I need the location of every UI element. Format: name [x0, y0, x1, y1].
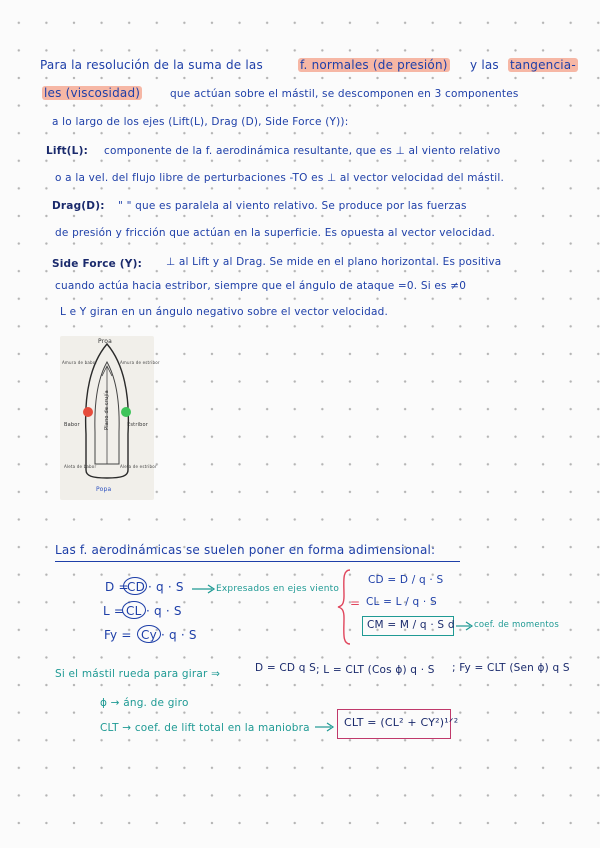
- label-aleta-estribor: Aleta de estribor: [120, 464, 157, 469]
- drag-definition-2: de presión y fricción que actúan en la superficie. Es opuesta al vector velocidad.: [55, 227, 496, 239]
- heading-underline: [55, 561, 460, 562]
- eq-side-rhs: · q · S: [161, 628, 197, 642]
- side-coef-circle: [137, 625, 161, 643]
- lift-definition-1: componente de la f. aerodinámica resultante, que es ⊥ al viento relativo: [104, 145, 501, 157]
- clt-formula: CLT = (CL² + CY²)¹ᐟ²: [344, 716, 459, 729]
- phi-definition: ϕ → áng. de giro: [100, 697, 189, 709]
- label-popa: Popa: [96, 486, 112, 493]
- arrow-right-icon: [456, 621, 474, 631]
- wind-axes-note: Expresados en ejes viento: [216, 584, 340, 594]
- label-babor: Babor: [64, 422, 80, 428]
- eq-drag-lhs: D =: [105, 580, 129, 594]
- cm-definition: CM = M / q · S d: [367, 619, 455, 631]
- cd-definition: CD = D / q · S: [368, 574, 444, 586]
- side-force-term: Side Force (Y):: [52, 258, 142, 270]
- eq-drag-rhs: · q · S: [148, 580, 184, 594]
- boat-diagram-photo: [60, 336, 160, 500]
- cl-definition: CL = L / q · S: [366, 596, 437, 608]
- side-force-definition-1: ⊥ al Lift y al Drag. Se mide en el plano horizontal. Es positiva: [166, 256, 502, 268]
- highlight-viscosity: les (viscosidad): [44, 86, 141, 100]
- eq-lift-coef: CL: [126, 604, 142, 618]
- highlight-normal-forces: f. normales (de presión): [300, 58, 448, 72]
- equals-sign: =: [350, 596, 361, 610]
- rotation-eq-lift: ; L = CLT (Cos ϕ) q · S: [316, 664, 435, 676]
- rotation-eq-side: ; Fy = CLT (Sen ϕ) q S: [452, 662, 570, 674]
- eq-side-coef: Cy: [141, 628, 157, 642]
- label-amura-babor: Amura de babor: [62, 360, 98, 365]
- drag-term: Drag(D):: [52, 200, 105, 212]
- arrow-right-icon: [192, 584, 216, 594]
- eq-drag-coef: CD: [127, 580, 146, 594]
- section-heading: Las f. aerodinámicas se suelen poner en forma adimensional:: [55, 543, 436, 557]
- side-force-definition-3: L e Y giran en un ángulo negativo sobre el vector velocidad.: [60, 306, 389, 318]
- lift-term: Lift(L):: [46, 145, 88, 157]
- label-aleta-babor: Aleta de babor: [64, 464, 97, 469]
- clt-definition: CLT → coef. de lift total en la maniobra: [100, 722, 310, 734]
- babor-light-icon: [83, 407, 93, 417]
- side-force-definition-2: cuando actúa hacia estribor, siempre que el ángulo de ataque =0. Si es ≠0: [55, 280, 467, 292]
- highlight-tangential: tangencia-: [510, 58, 576, 72]
- intro-line-1a: Para la resolución de la suma de las: [40, 58, 263, 72]
- lift-coef-circle: [122, 601, 146, 619]
- intro-line-1b: y las: [470, 58, 499, 72]
- eq-lift-rhs: · q · S: [146, 604, 182, 618]
- label-proa: Proa: [98, 338, 112, 345]
- estribor-light-icon: [121, 407, 131, 417]
- label-amura-estribor: Amura de estribor: [120, 360, 160, 365]
- eq-side-lhs: Fy =: [104, 628, 132, 642]
- rotation-condition: Si el mástil rueda para girar ⇒: [55, 668, 221, 680]
- drag-coef-circle: [123, 577, 147, 595]
- eq-lift-lhs: L =: [103, 604, 125, 618]
- drag-definition-1: " " que es paralela al viento relativo. Se produce por las fuerzas: [118, 200, 467, 212]
- label-plano-crujia: Plano de crujía: [104, 390, 110, 430]
- intro-line-2: que actúan sobre el mástil, se descomponen en 3 componentes: [170, 88, 519, 100]
- lift-definition-2: o a la vel. del flujo libre de perturbaciones -TO es ⊥ al vector velocidad del mástil.: [55, 172, 505, 184]
- cm-note: coef. de momentos: [474, 620, 559, 630]
- label-estribor: Estribor: [127, 422, 149, 428]
- rotation-eq-drag: D = CD q S: [255, 662, 316, 674]
- intro-line-3: a lo largo de los ejes (Lift(L), Drag (D), Side Force (Y)):: [52, 116, 349, 128]
- arrow-right-icon: [315, 722, 335, 732]
